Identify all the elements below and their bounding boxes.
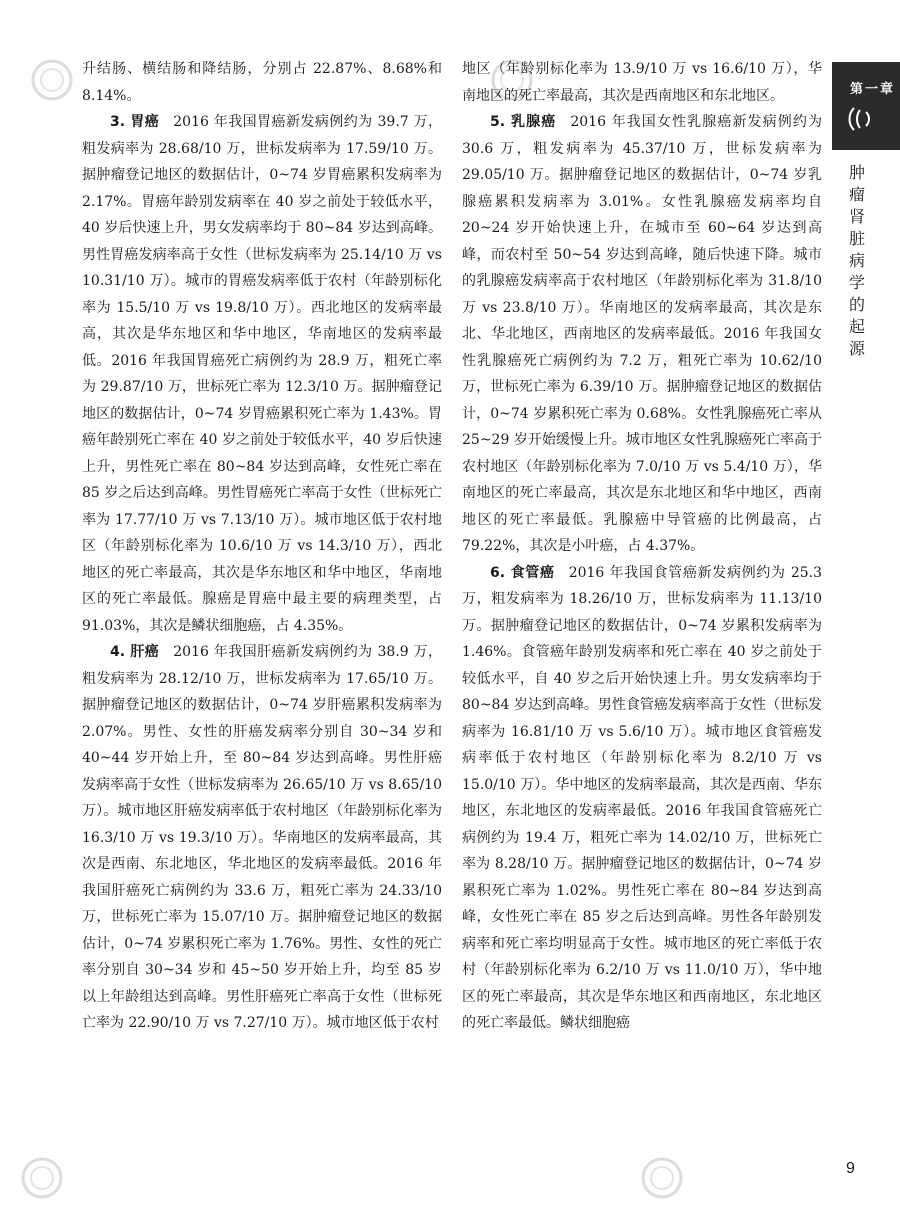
section-heading: 4. 肝癌	[110, 644, 160, 660]
paragraph-text: 2016 年我国胃癌新发病例约为 39.7 万，粗发病率为 28.68/10 万，世标发病率为 17.59/10 万。据肿瘤登记地区的数据估计，0~74 岁胃癌累积发病率为 2.17%。胃癌年龄别发病率在 40 岁之前处于较低水平，40 岁后快速上升，男女发病率均于 80~84 岁达到高峰。男性胃癌发病率高于女性（世标发病率为 25.14/10 万 vs 10.31/10 万）。城市的胃癌发病率低于农村（年龄别标化率为 15.5/10 万 vs 19.8/10 万）。西北地区的发病率最高，其次是华东地区和华中地区，华南地区的发病率最低。2016 年我国胃癌死亡病例约为 28.9 万，粗死亡率为 29.87/10 万，世标死亡率为 12.3/10 万。据肿瘤登记地区的数据估计，0~74 岁胃癌累积死亡率为 1.43%。胃癌年龄别死亡率在 40 岁之前处于较低水平，40 岁后快速上升，男性死亡率在 80~84 岁达到高峰，女性死亡率在 85 岁之后达到高峰。男性胃癌死亡率高于女性（世标死亡率为 17.77/10 万 vs 7.13/10 万）。城市地区低于农村地区（年龄别标化率为 10.6/10 万 vs 14.3/10 万），西北地区的死亡率最高，其次是华东地区和华中地区，华南地区的死亡率最低。腺癌是胃癌中最主要的病理类型，占 91.03%，其次是鳞状细胞癌，占 4.35%。	[82, 114, 443, 634]
paragraph-text: 地区（年龄别标化率为 13.9/10 万 vs 16.6/10 万），华南地区的死亡率最高，其次是西南地区和东北地区。	[462, 61, 822, 104]
left-column	[82, 56, 442, 1037]
paragraph	[82, 56, 442, 109]
section-heading: 5. 乳腺癌	[490, 114, 557, 130]
paragraph-text: 2016 年我国肝癌新发病例约为 38.9 万，粗发病率为 28.12/10 万，世标发病率为 17.65/10 万。据肿瘤登记地区的数据估计，0~74 岁肝癌累积发病率为 2.07%。男性、女性的肝癌发病率分别自 30~34 岁和 40~44 岁开始上升，至 80~84 岁达到高峰。男性肝癌发病率高于女性（世标发病率为 26.65/10 万 vs 8.65/10 万）。城市地区肝癌发病率低于农村地区（年龄别标化率为 16.3/10 万 vs 19.3/10 万）。华南地区的发病率最高，其次是西南、东北地区，华北地区的发病率最低。2016 年我国肝癌死亡病例约为 33.6 万，粗死亡率为 24.33/10 万，世标死亡率为 15.07/10 万。据肿瘤登记地区的数据估计，0~74 岁累积死亡率为 1.76%。男性、女性的死亡率分别自 30~34 岁和 45~50 岁开始上升，均至 85 岁以上年龄组达到高峰。男性肝癌死亡率高于女性（世标死亡率为 22.90/10 万 vs 7.27/10 万）。城市地区低于农村	[82, 644, 443, 1031]
paragraph-text: 2016 年我国食管癌新发病例约为 25.3 万，粗发病率为 18.26/10 万，世标发病率为 11.13/10 万。据肿瘤登记地区的数据估计，0~74 岁累积发病率为 1.46%。食管癌年龄别发病率和死亡率在 40 岁之前处于较低水平，自 40 岁之后开始快速上升。男女发病率均于 80~84 岁达到高峰。男性食管癌发病率高于女性（世标发病率为 16.81/10 万 vs 5.6/10 万）。城市地区食管癌发病率低于农村地区（年龄别标化率为 8.2/10 万 vs 15.0/10 万）。华中地区的发病率最高，其次是西南、华东地区，东北地区的发病率最低。2016 年我国食管癌死亡病例约为 19.4 万，粗死亡率为 14.02/10 万，世标死亡率为 8.28/10 万。据肿瘤登记地区的数据估计，0~74 岁累积死亡率为 1.02%。男性死亡率在 80~84 岁达到高峰，女性死亡率在 85 岁之后达到高峰。男性各年龄别发病率和死亡率均明显高于女性。城市地区的死亡率低于农村（年龄别标化率为 6.2/10 万 vs 11.0/10 万），华中地区的死亡率最高，其次是华东地区和西南地区，东北地区的死亡率最低。鳞状细胞癌	[462, 564, 823, 1031]
chapter-title: 肿瘤肾脏病学的起源	[848, 163, 865, 358]
paragraph	[462, 109, 822, 560]
page-number: 9	[846, 1160, 855, 1177]
chapter-tab	[832, 62, 900, 150]
chapter-label: 第一章	[850, 82, 896, 97]
paragraph	[82, 639, 442, 1037]
publisher-seal-icon	[30, 58, 74, 102]
watermark-band-bottom	[0, 1150, 900, 1210]
paragraph	[462, 560, 822, 1037]
paragraph	[462, 56, 822, 109]
paragraph-text: 2016 年我国女性乳腺癌新发病例约为 30.6 万，粗发病率为 45.37/10 万，世标发病率为 29.05/10 万。据肿瘤登记地区的数据估计，0~74 岁乳腺癌累积发病率为 3.01%。女性乳腺癌发病率均自 20~24 岁开始快速上升，在城市至 60~64 岁达到高峰，而农村至 50~54 岁达到高峰，随后快速下降。城市的乳腺癌发病率高于农村地区（年龄别标化率为 31.8/10 万 vs 23.8/10 万）。华南地区的发病率最高，其次是东北、华北地区，西南地区的发病率最低。2016 年我国女性乳腺癌死亡病例约为 7.2 万，粗死亡率为 10.62/10 万，世标死亡率为 6.39/10 万。据肿瘤登记地区的数据估计，0~74 岁累积死亡率为 0.68%。女性乳腺癌死亡率从 25~29 岁开始缓慢上升。城市地区女性乳腺癌死亡率高于农村地区（年龄别标化率为 7.0/10 万 vs 5.4/10 万），华南地区的死亡率最高，其次是东北地区和华中地区，西南地区的死亡率最低。乳腺癌中导管癌的比例最高，占 79.22%，其次是小叶癌，占 4.37%。	[462, 114, 822, 554]
publisher-seal-icon	[640, 1156, 684, 1200]
paragraph	[82, 109, 442, 639]
right-column	[462, 56, 822, 1037]
section-heading: 3. 胃癌	[110, 114, 160, 130]
publisher-seal-icon	[20, 1156, 64, 1200]
paragraph-text: 升结肠、横结肠和降结肠，分别占 22.87%、8.68%和 8.14%。	[82, 61, 442, 104]
section-heading: 6. 食管癌	[490, 564, 555, 581]
chapter-emblem-icon	[846, 104, 876, 134]
